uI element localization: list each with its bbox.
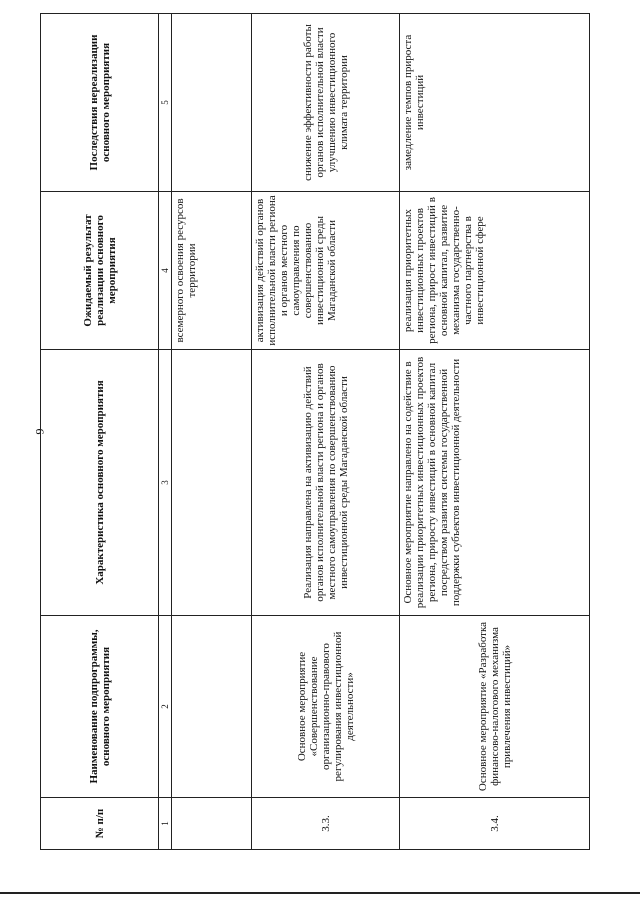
table-row [400,14,590,850]
index-cell: 5 [159,14,172,192]
rotated-table-container [40,14,600,850]
index-cell: 4 [159,192,172,350]
page-number: 9 [32,428,47,435]
row-num: 3.3. [252,798,400,850]
row-consequence: снижение эффективности работы органов исполнительной власти улучшению инвестиционного климата территории [252,14,400,192]
row-num [172,798,252,850]
row-result: всемерного освоения ресурсов территории [172,192,252,350]
bottom-rule [0,892,640,894]
row-num: 3.4. [400,798,590,850]
table-row [172,14,252,850]
row-name [172,616,252,798]
index-cell: 1 [159,798,172,850]
header-result: Ожидаемый результат реализации основного мероприятия [41,192,159,350]
header-name: Наименование подпрограммы, основного мероприятия [41,616,159,798]
header-num: № п/п [41,798,159,850]
row-consequence: замедление темпов прироста инвестиций [400,14,590,192]
index-row [159,14,172,850]
table-row [252,14,400,850]
row-description [172,350,252,616]
header-consequence: Последствия нереализации основного мероприятия [41,14,159,192]
row-name: Основное мероприятие «Разработка финансово-налогового механизма привлечения инвестиций» [400,616,590,798]
index-cell: 3 [159,350,172,616]
row-name: Основное мероприятие «Совершенствование организационно-правового регулирования инвестиционной деятельности» [252,616,400,798]
row-description: Реализация направлена на активизацию действий органов исполнительной власти региона и органов местного самоуправления по совершенствованию инвестиционной среды Магаданской области [252,350,400,616]
measures-table [40,13,590,850]
row-description: Основное мероприятие направлено на содействие в реализации приоритетных инвестиционных проектов региона, приросту инвестиций в основной капитал посредством развития системы государственной поддержки субъектов инвестиционной деятельности [400,350,590,616]
index-cell: 2 [159,616,172,798]
row-consequence [172,14,252,192]
row-result: активизация действий органов исполнительной власти региона и органов местного самоуправления по совершенствованию инвестиционной среды Магаданской области [252,192,400,350]
header-description: Характеристика основного мероприятия [41,350,159,616]
row-result: реализация приоритетных инвестиционных проектов региона, прирост инвестиций в основной капитал, развитие механизма государственно-частного партнерства в инвестиционной сфере [400,192,590,350]
header-row [41,14,159,850]
